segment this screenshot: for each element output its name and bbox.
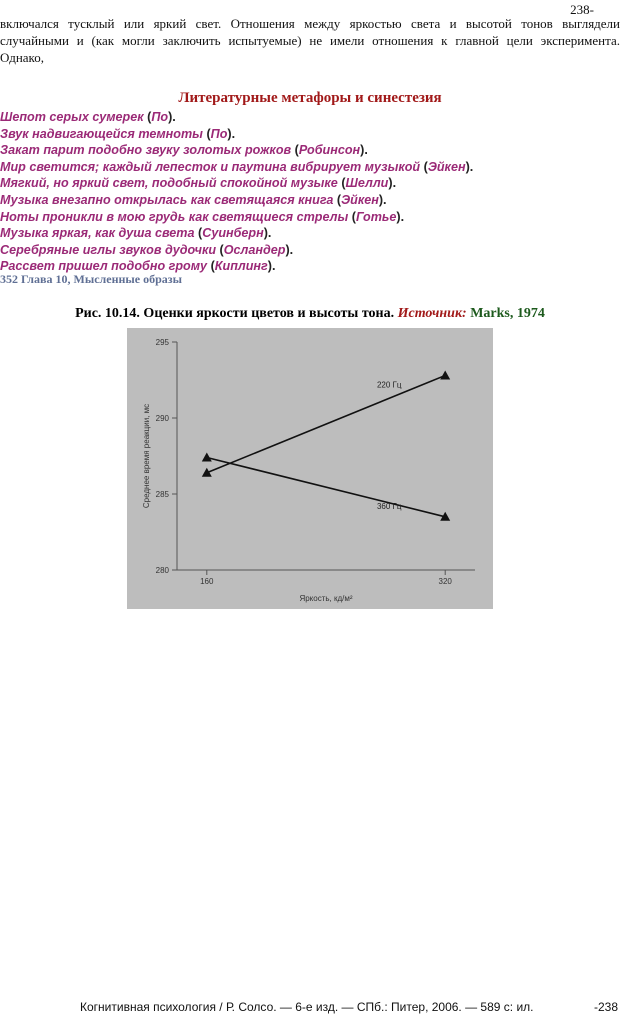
list-item <box>0 175 473 192</box>
close-paren: ). <box>285 242 294 257</box>
quote-author: Робинсон <box>298 143 361 158</box>
close-paren: ). <box>168 110 176 124</box>
open-paren: ( <box>351 209 356 224</box>
quote-author: По <box>151 110 169 124</box>
open-paren: ( <box>423 159 428 174</box>
list-item <box>0 126 473 143</box>
footer-page-number: -238 <box>593 1000 618 1014</box>
x-tick-label: 160 <box>200 577 214 586</box>
y-axis-label: Среднее время реакции, мс <box>142 403 151 509</box>
quote-author: Шелли <box>345 176 389 191</box>
y-tick-label: 290 <box>155 414 169 423</box>
quote-text: Звук надвигающейся темноты <box>0 126 203 141</box>
quote-author: Суинберн <box>202 226 264 241</box>
close-paren: ). <box>263 226 272 241</box>
series-label: 220 Гц <box>376 380 402 390</box>
quote-text: Шепот серых сумерек <box>0 110 144 124</box>
intro-paragraph <box>0 15 620 66</box>
intro-line: включался тусклый или яркий свет. Отношения между яркостью света и высотой тонов выглядели <box>0 16 620 31</box>
data-point-triangle <box>202 453 212 462</box>
close-paren: ). <box>360 143 368 158</box>
figure-caption <box>0 306 620 322</box>
quote-author: Эйкен <box>341 192 379 207</box>
close-paren: ). <box>267 259 276 274</box>
page-number-top: 238- <box>570 2 594 17</box>
y-tick-label: 295 <box>155 338 169 347</box>
close-paren: ). <box>378 192 387 207</box>
open-paren: ( <box>206 126 211 141</box>
quote-text: Мир светится; каждый лепесток и паутина вибрирует музыкой <box>0 159 421 174</box>
line-chart <box>127 328 493 609</box>
open-paren: ( <box>198 226 203 241</box>
series-label: 360 Гц <box>376 501 402 511</box>
quote-author: Эйкен <box>427 159 466 174</box>
series-line <box>207 458 445 517</box>
figure-caption-main: Рис. 10.14. Оценки яркости цветов и высоты тона. <box>75 306 395 321</box>
open-paren: ( <box>147 110 152 124</box>
quote-text: Музыка внезапно открылась как светящаяся книга <box>0 192 334 207</box>
close-paren: ). <box>388 176 397 191</box>
list-item <box>0 242 473 259</box>
list-item <box>0 109 473 126</box>
data-point-triangle <box>202 468 212 477</box>
footer-citation: Когнитивная психология / Р. Солсо. — 6-е изд. — СПб.: Питер, 2006. — 589 с: ил. <box>80 1000 534 1014</box>
quote-text: Музыка яркая, как душа света <box>0 226 195 241</box>
quote-author: По <box>210 126 228 141</box>
list-item <box>0 142 473 159</box>
chapter-reference: 352 Глава 10, Мысленные образы <box>0 272 182 286</box>
open-paren: ( <box>294 143 299 158</box>
list-item <box>0 192 473 209</box>
data-point-triangle <box>440 370 450 379</box>
open-paren: ( <box>210 259 215 274</box>
quote-text: Мягкий, но яркий свет, подобный спокойной музыке <box>0 176 338 191</box>
open-paren: ( <box>336 192 342 207</box>
list-item <box>0 159 473 176</box>
chart-figure <box>127 328 493 609</box>
close-paren: ). <box>465 159 474 174</box>
intro-line: случайными и (как могли заключить испытуемые) не имели отношения к главной цели эксперимента. <box>0 33 620 48</box>
close-paren: ). <box>227 126 236 141</box>
section-title: Литературные метафоры и синестезия <box>178 90 442 106</box>
quote-author: Готье <box>355 209 397 224</box>
list-item <box>0 225 473 242</box>
close-paren: ). <box>396 209 405 224</box>
quote-text: Серебряные иглы звуков дудочки <box>0 242 217 257</box>
x-axis-label: Яркость, кд/м² <box>299 594 353 603</box>
list-item <box>0 209 473 226</box>
quote-text: Закат парит подобно звуку золотых рожков <box>0 143 292 158</box>
series-line <box>207 375 445 472</box>
open-paren: ( <box>341 176 346 191</box>
quote-author: Осландер <box>223 242 286 257</box>
quote-author: Киплинг <box>214 259 268 274</box>
intro-line: Однако, <box>0 50 44 65</box>
x-tick-label: 320 <box>438 577 452 586</box>
y-tick-label: 285 <box>155 490 169 499</box>
figure-source-label: Источник: <box>397 306 467 321</box>
quote-text: Рассвет пришел подобно грому <box>0 259 208 274</box>
figure-source: Marks, 1974 <box>470 306 545 321</box>
quote-text: Ноты проникли в мою грудь как светящиеся стрелы <box>0 209 349 224</box>
metaphor-list <box>0 109 473 275</box>
open-paren: ( <box>219 242 224 257</box>
y-tick-label: 280 <box>155 566 169 575</box>
